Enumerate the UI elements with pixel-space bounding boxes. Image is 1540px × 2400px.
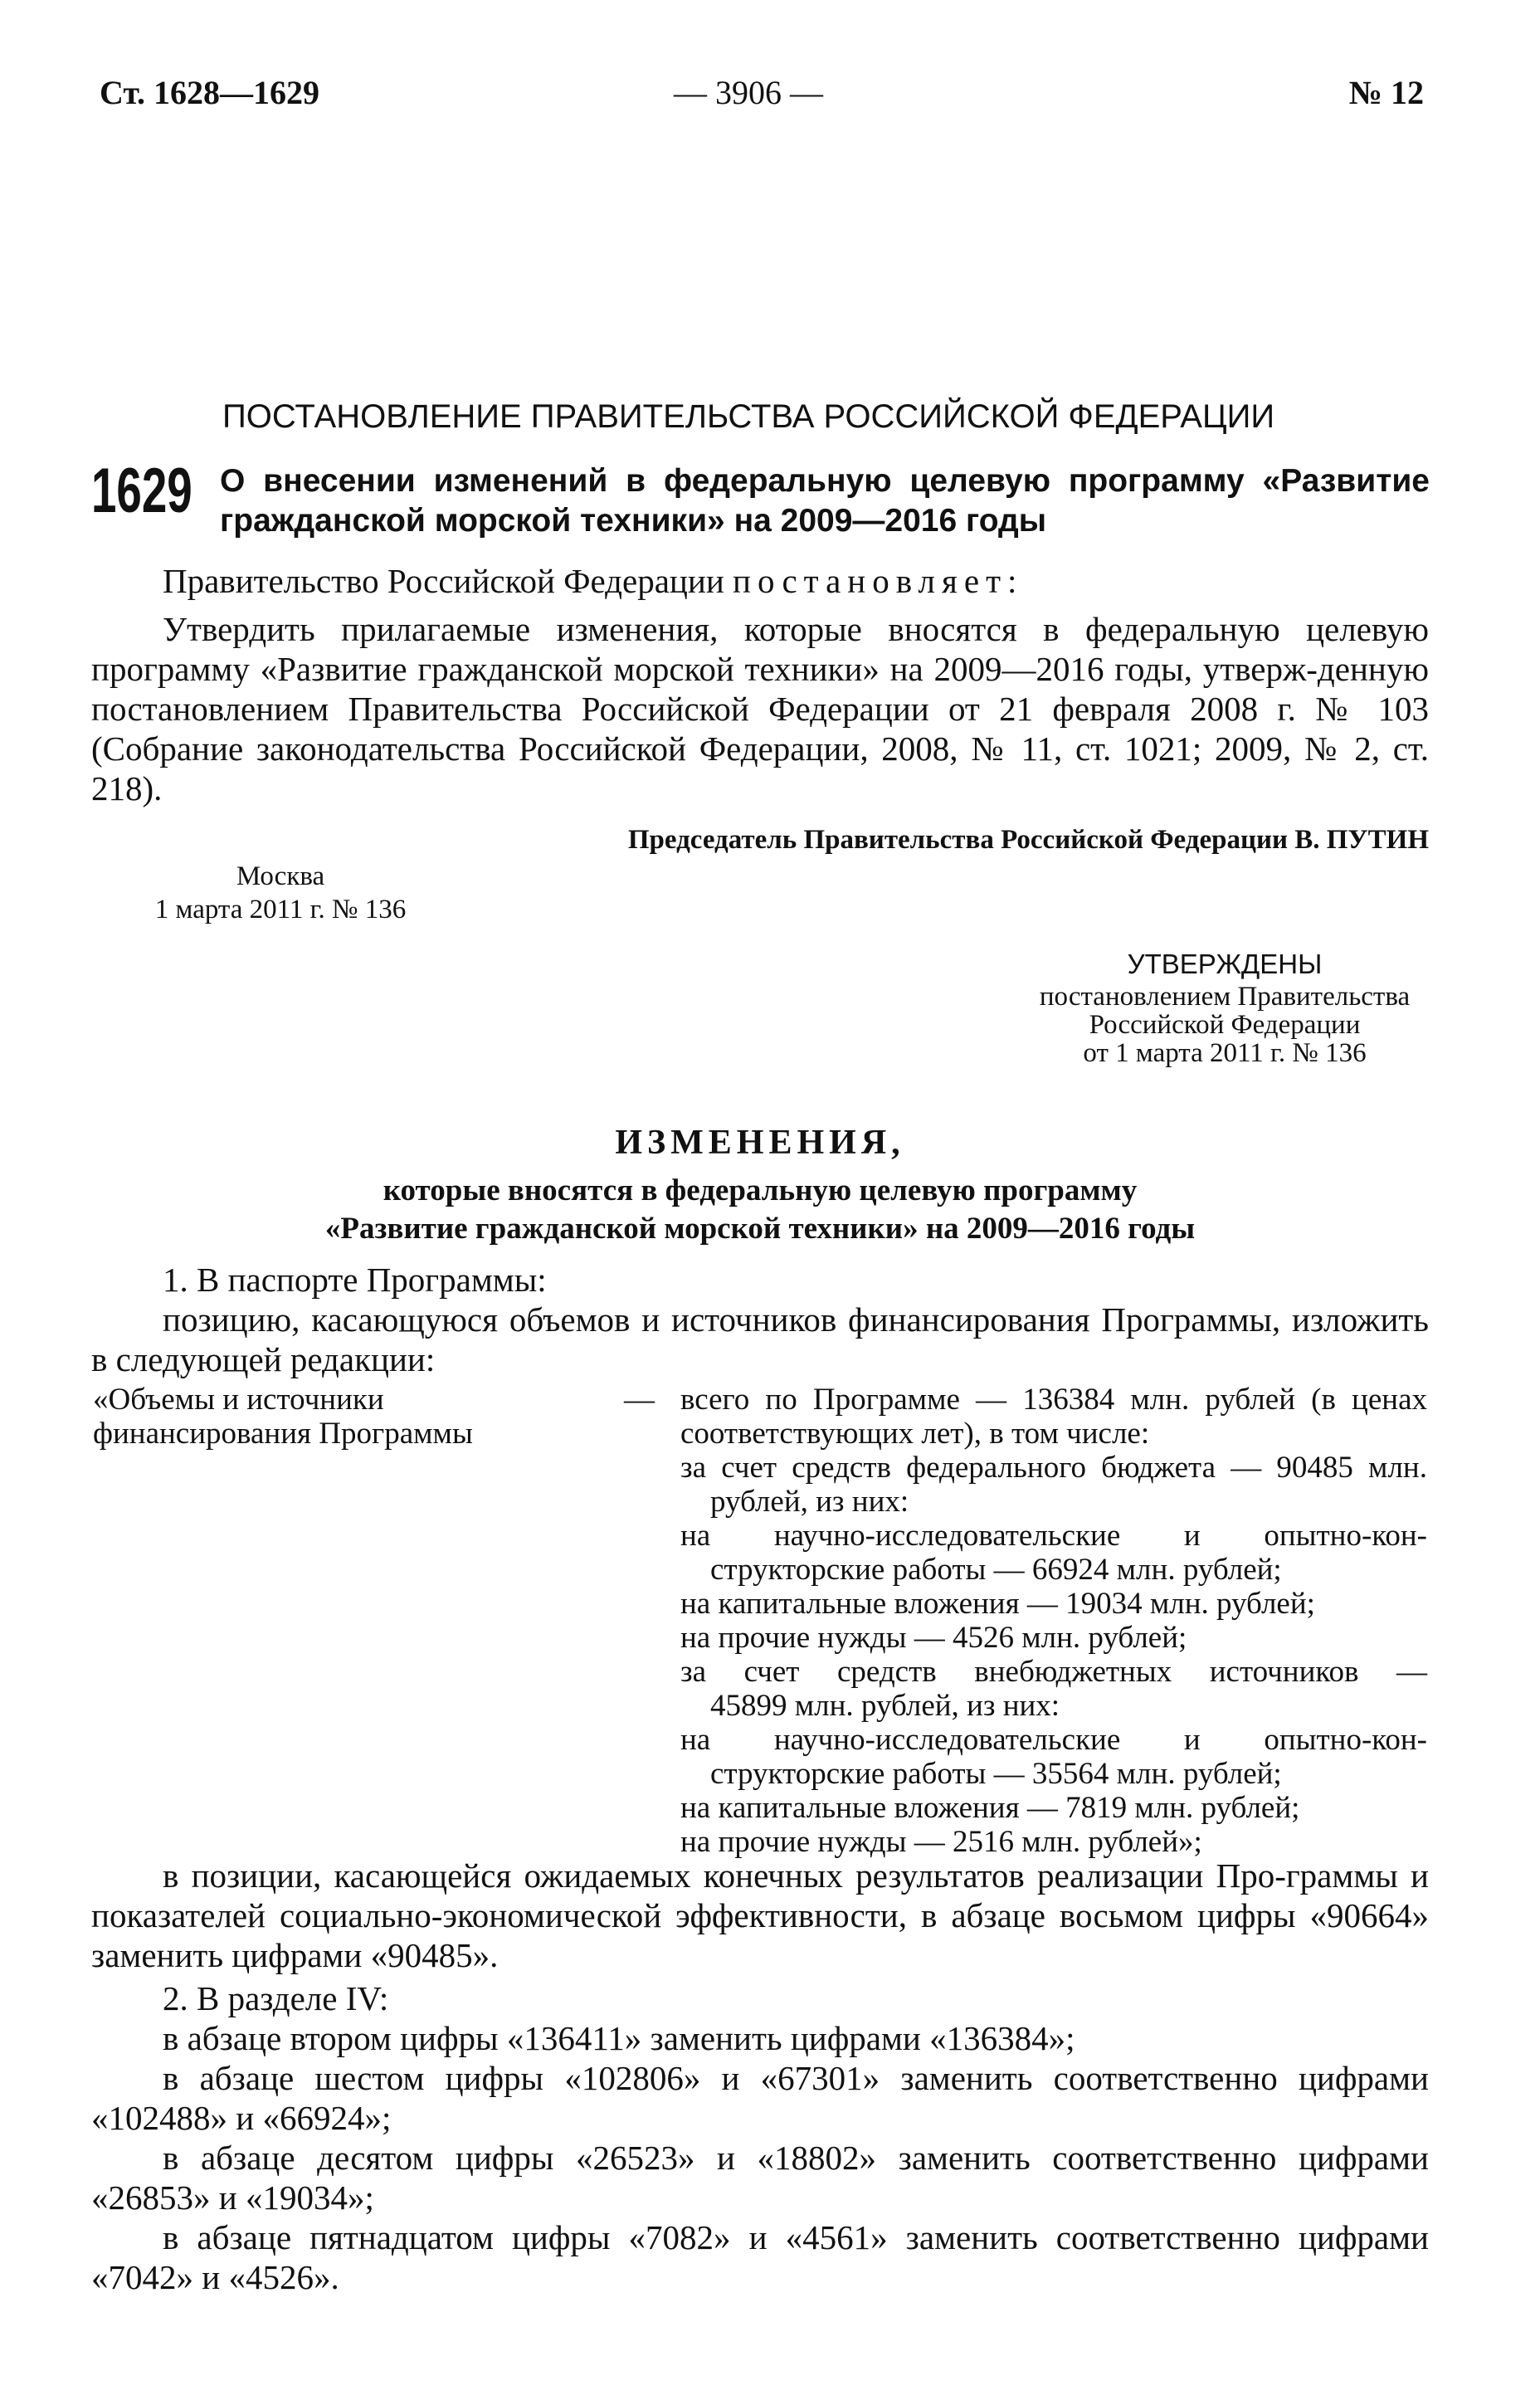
- approval-line: от 1 марта 2011 г. № 136: [1083, 1038, 1367, 1068]
- item-2-heading: 2. В разделе IV:: [163, 1979, 389, 2017]
- item-2-paragraph: в абзаце шестом цифры «102806» и «67301» заменить соответственно цифрами «102488» и «66924»;: [91, 2059, 1429, 2137]
- funding-line: за счет средств внебюджетных источников —: [680, 1655, 1427, 1689]
- funding-details: [680, 1383, 1427, 1859]
- funding-line: 45899 млн. рублей, из них:: [710, 1689, 1060, 1723]
- preamble-verb: постановляет:: [733, 562, 1024, 600]
- running-header-page-number: — 3906 —: [674, 74, 823, 111]
- funding-line: на прочие нужды — 2516 млн. рублей»;: [680, 1825, 1202, 1859]
- item-1-heading: 1. В паспорте Программы:: [163, 1261, 547, 1299]
- running-header-issue: № 12: [1348, 74, 1424, 111]
- funding-line: рублей, из них:: [710, 1485, 909, 1519]
- item-2-paragraph: в абзаце пятнадцатом цифры «7082» и «4561» заменить соответственно цифрами «7042» и «4526».: [91, 2218, 1429, 2296]
- funding-line: за счет средств федерального бюджета — 90485 млн.: [680, 1451, 1427, 1485]
- funding-line: на капитальные вложения — 7819 млн. рублей;: [680, 1791, 1300, 1825]
- preamble-subject: Правительство Российской Федерации: [163, 562, 724, 600]
- item-1-text: позицию, касающуюся объемов и источников финансирования Программы, изложить в следующей редакции:: [91, 1300, 1429, 1378]
- item-1-position: в позиции, касающейся ожидаемых конечных результатов реализации Про-граммы и показателей социально-экономической эффективности, в абзаце восьмом цифры «90664» заменить цифрами «90485».: [91, 1856, 1429, 1974]
- approval-line: постановлением Правительства: [1039, 982, 1411, 1012]
- approval-stamp: [1001, 946, 1449, 1067]
- funding-line: структорские работы — 35564 млн. рублей;: [710, 1757, 1282, 1791]
- funding-line: соответствующих лет), в том числе:: [680, 1417, 1150, 1451]
- changes-subtitle-line: которые вносятся в федеральную целевую программу: [383, 1173, 1138, 1207]
- funding-line: на прочие нужды — 4526 млн. рублей;: [680, 1621, 1187, 1655]
- funding-line: на научно-исследовательские и опытно-кон-: [680, 1723, 1427, 1757]
- item-2-paragraph: в абзаце втором цифры «136411» заменить цифрами «136384»;: [163, 2019, 1075, 2057]
- decree-title: О внесении изменений в федеральную целевую программу «Развитие гражданской морской техники» на 2009—2016 годы: [220, 463, 1430, 539]
- decree-type: ПОСТАНОВЛЕНИЕ ПРАВИТЕЛЬСТВА РОССИЙСКОЙ ФЕДЕРАЦИИ: [222, 398, 1275, 435]
- funding-label: «Объемы и источники финансирования Программы: [93, 1383, 473, 1451]
- funding-dash: —: [624, 1383, 655, 1417]
- funding-line: всего по Программе — 136384 млн. рублей (в ценах: [680, 1383, 1427, 1417]
- date-number: 1 марта 2011 г. № 136: [154, 895, 407, 924]
- approval-line: Российской Федерации: [1089, 1010, 1361, 1040]
- running-header-articles: Ст. 1628—1629: [100, 74, 319, 111]
- changes-subtitle-line: «Развитие гражданской морской техники» на 2009—2016 годы: [324, 1212, 1196, 1246]
- place-date: [139, 860, 422, 926]
- approval-heading: УТВЕРЖДЕНЫ: [1127, 949, 1323, 979]
- funding-line: на капитальные вложения — 19034 млн. рублей;: [680, 1587, 1315, 1621]
- decree-body: Утвердить прилагаемые изменения, которые вносятся в федеральную целевую программу «Развитие гражданской морской техники» на 2009—2016 годы, утверж-денную постановлением Правительства Российской Федерации от 21 февраля 2008 г. № 103 (Собрание законодательства Российской Федерации, 2008, № 11, ст. 1021; 2009, № 2, ст. 218).: [91, 610, 1429, 807]
- place: Москва: [236, 861, 325, 891]
- decree-number: 1629: [91, 456, 192, 526]
- funding-line: структорские работы — 66924 млн. рублей;: [710, 1553, 1282, 1587]
- changes-subtitle: [91, 1172, 1429, 1248]
- signature: Председатель Правительства Российской Федерации В. ПУТИН: [627, 825, 1429, 855]
- decree-preamble: [91, 561, 1429, 601]
- changes-title: ИЗМЕНЕНИЯ,: [615, 1124, 905, 1162]
- funding-line: на научно-исследовательские и опытно-кон-: [680, 1519, 1427, 1553]
- item-2-paragraph: в абзаце десятом цифры «26523» и «18802» заменить соответственно цифрами «26853» и «19034»;: [91, 2139, 1429, 2217]
